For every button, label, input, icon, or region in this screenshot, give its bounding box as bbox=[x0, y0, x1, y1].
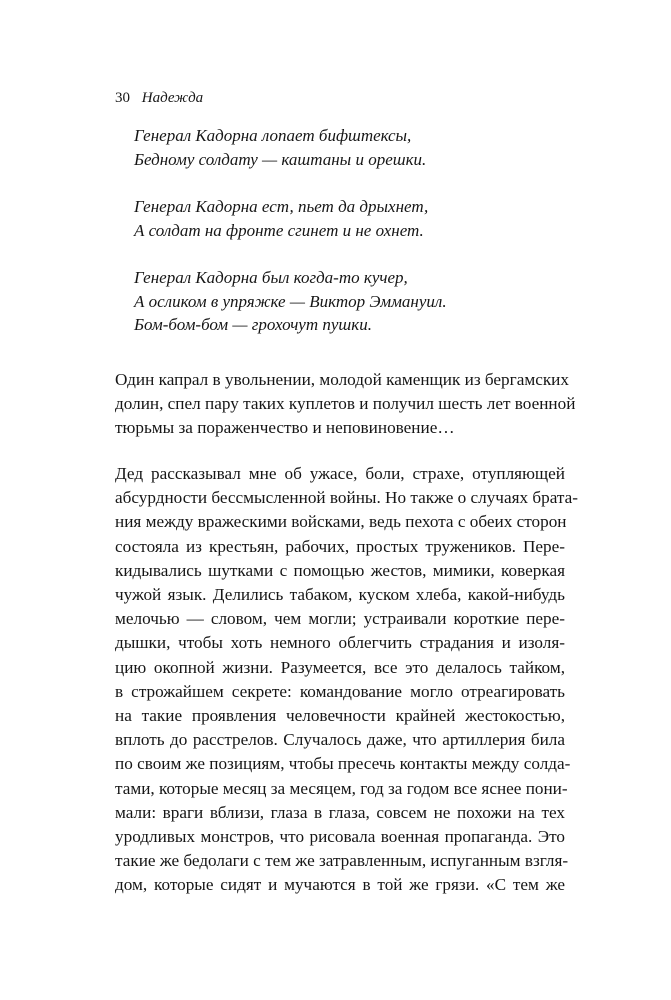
text-line: на такие проявления человечности крайней жестокостью, bbox=[115, 706, 565, 726]
body-paragraph bbox=[115, 462, 578, 898]
text-line: по своим же позициям, чтобы пресечь контакты между солда- bbox=[115, 754, 571, 774]
text-line: кидывались шутками с помощью жестов, мимики, коверкая bbox=[115, 560, 565, 580]
poem-line: А солдат на фронте сгинет и не охнет. bbox=[134, 220, 424, 240]
text-line: долин, спел пару таких куплетов и получил шесть лет военной bbox=[115, 394, 576, 414]
poem-stanza bbox=[134, 124, 447, 171]
text-line: уродливых монстров, что рисовала военная пропаганда. Это bbox=[115, 827, 565, 847]
text-line: мелочью — словом, чем могли; устраивали короткие пере- bbox=[115, 609, 565, 629]
text-line: дышки, чтобы хоть немного облегчить страдания и изоля- bbox=[115, 633, 565, 653]
text-line: дом, которые сидят и мучаются в той же грязи. «С тем же bbox=[115, 875, 565, 895]
poem-line: Генерал Кадорна был когда-то кучер, bbox=[134, 268, 408, 287]
poem-line: А осликом в упряжке — Виктор Эммануил. bbox=[134, 291, 447, 311]
text-line: тюрьмы за пораженчество и неповиновение… bbox=[115, 418, 455, 438]
poem-line: Генерал Кадорна ест, пьет да дрыхнет, bbox=[134, 197, 429, 216]
poem-line: Бедному солдату — каштаны и орешки. bbox=[134, 149, 427, 169]
poem bbox=[134, 124, 447, 361]
poem-stanza bbox=[134, 195, 447, 242]
text-line: в строжайшем секрете: командование могло отреагировать bbox=[115, 681, 565, 701]
poem-line: Бом-бом-бом — грохочут пушки. bbox=[134, 315, 372, 334]
text-line: мали: враги вблизи, глаза в глаза, совсем не похожи на тех bbox=[115, 802, 565, 822]
running-header bbox=[115, 89, 203, 107]
text-line: цию окопной жизни. Разумеется, все это делалось тайком, bbox=[115, 657, 565, 677]
body-paragraph bbox=[115, 368, 576, 441]
text-line: состояла из крестьян, рабочих, простых тружеников. Пере- bbox=[115, 536, 565, 556]
poem-stanza bbox=[134, 266, 447, 337]
poem-line: Генерал Кадорна лопает бифштексы, bbox=[134, 126, 412, 145]
text-line: ния между вражескими войсками, ведь пехота с обеих сторон bbox=[115, 512, 567, 532]
text-line: тами, которые месяц за месяцем, год за годом все яснее пони- bbox=[115, 778, 568, 798]
text-line: вплоть до расстрелов. Случалось даже, что артиллерия била bbox=[115, 730, 565, 750]
text-line: Один капрал в увольнении, молодой каменщик из бергамских bbox=[115, 370, 569, 389]
text-line: такие же бедолаги с тем же затравленным, испуганным взгля- bbox=[115, 851, 569, 871]
page-number: 30 bbox=[115, 90, 130, 106]
text-line: Дед рассказывал мне об ужасе, боли, страхе, отупляющей bbox=[115, 464, 565, 483]
text-line: абсурдности бессмысленной войны. Но также о случаях брата- bbox=[115, 488, 578, 508]
text-line: чужой язык. Делились табаком, куском хлеба, какой-нибудь bbox=[115, 585, 565, 605]
running-title: Надежда bbox=[141, 90, 204, 106]
